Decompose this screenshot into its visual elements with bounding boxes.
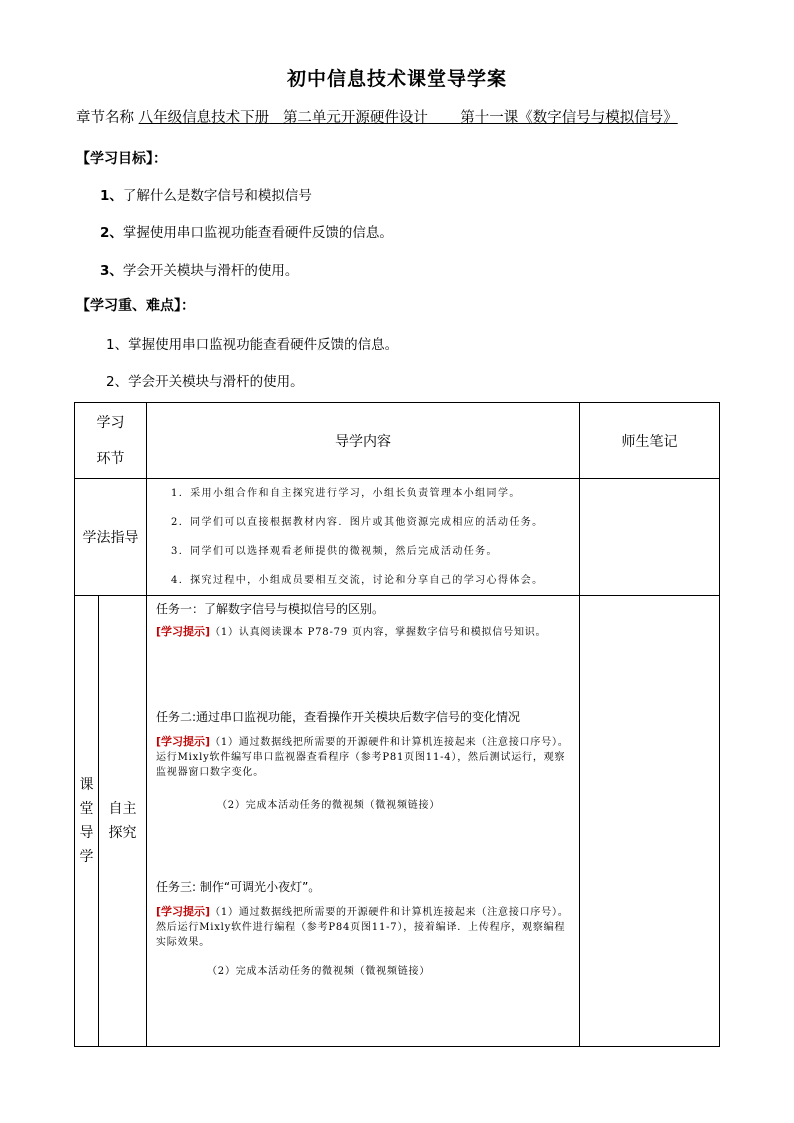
task2-title: 任务二:通过串口监视功能，查看操作开关模块后数字信号的变化情况	[156, 710, 521, 724]
tip-label: [学习提示]	[156, 735, 211, 748]
page-title: 初中信息技术课堂导学案	[286, 68, 507, 90]
table-header-row	[75, 403, 720, 479]
chapter-label: 章节名称	[76, 110, 134, 126]
classroom-row	[75, 596, 720, 1047]
key-point-item: 2、学会开关模块与滑杆的使用。	[106, 374, 304, 390]
objective-item: 3、学会开关模块与滑杆的使用。	[100, 263, 299, 279]
key-points-heading: 【学习重、难点】：	[76, 298, 195, 314]
tip-label: [学习提示]	[156, 625, 211, 638]
objective-item: 1、了解什么是数字信号和模拟信号	[100, 188, 312, 204]
method-item: 2．同学们可以直接根据教材内容．图片或其他资源完成相应的活动任务。	[171, 517, 544, 528]
objectives-heading: 【学习目标】：	[76, 151, 167, 167]
method-item: 4．探究过程中，小组成员要相互交流，讨论和分享自己的学习心得体会。	[171, 575, 544, 586]
task3-tip: [学习提示]（1）通过数据线把所需要的开源硬件和计算机连接起来（注意接口序号）。然后运行Mixly软件进行编程（参考P84页图11-7），接着编译．上传程序，观察编程实际效果。	[156, 905, 569, 948]
explore-label: 自主 探究	[99, 596, 147, 1047]
method-guide	[147, 479, 580, 596]
stage-header: 学习 环节	[75, 403, 147, 479]
method-item: 3．同学们可以选择观看老师提供的微视频，然后完成活动任务。	[171, 546, 498, 557]
classroom-notes	[580, 596, 720, 1047]
task3-title: 任务三: 制作“可调光小夜灯”。	[156, 880, 321, 894]
notes-header: 师生笔记	[580, 403, 720, 479]
classroom-label: 课 堂 导 学	[75, 596, 99, 1047]
chapter-line	[76, 106, 678, 127]
tip-label: [学习提示]	[156, 905, 211, 918]
classroom-content	[147, 596, 580, 1047]
task1-title: 任务一：了解数字信号与模拟信号的区别。	[156, 602, 385, 616]
chapter-book: 八年级信息技术下册	[138, 110, 270, 126]
chapter-unit: 第二单元开源硬件设计	[282, 110, 428, 126]
method-label: 学法指导	[75, 479, 147, 596]
content-header: 导学内容	[147, 403, 580, 479]
task2-tip: [学习提示]（1）通过数据线把所需要的开源硬件和计算机连接起来（注意接口序号）。运行Mixly软件编写串口监视器查看程序（参考P81页图11-4），然后测试运行，观察监视器窗口数字变化。	[156, 735, 569, 778]
chapter-lesson: 第十一课《数字信号与模拟信号》	[460, 110, 678, 126]
lesson-table	[74, 402, 720, 1047]
task1-tip: [学习提示]（1）认真阅读课本 P78-79 页内容，掌握数字信号和模拟信号知识。	[156, 625, 547, 638]
method-row	[75, 479, 720, 596]
key-point-item: 1、掌握使用串口监视功能查看硬件反馈的信息。	[106, 337, 399, 353]
method-notes	[580, 479, 720, 596]
task3-video: （2）完成本活动任务的微视频（微视频链接）	[207, 966, 431, 977]
objective-item: 2、掌握使用串口监视功能查看硬件反馈的信息。	[100, 225, 393, 241]
method-item: 1．采用小组合作和自主探究进行学习，小组长负责管理本小组同学。	[171, 488, 521, 499]
task2-video: （2）完成本活动任务的微视频（微视频链接）	[217, 800, 441, 811]
